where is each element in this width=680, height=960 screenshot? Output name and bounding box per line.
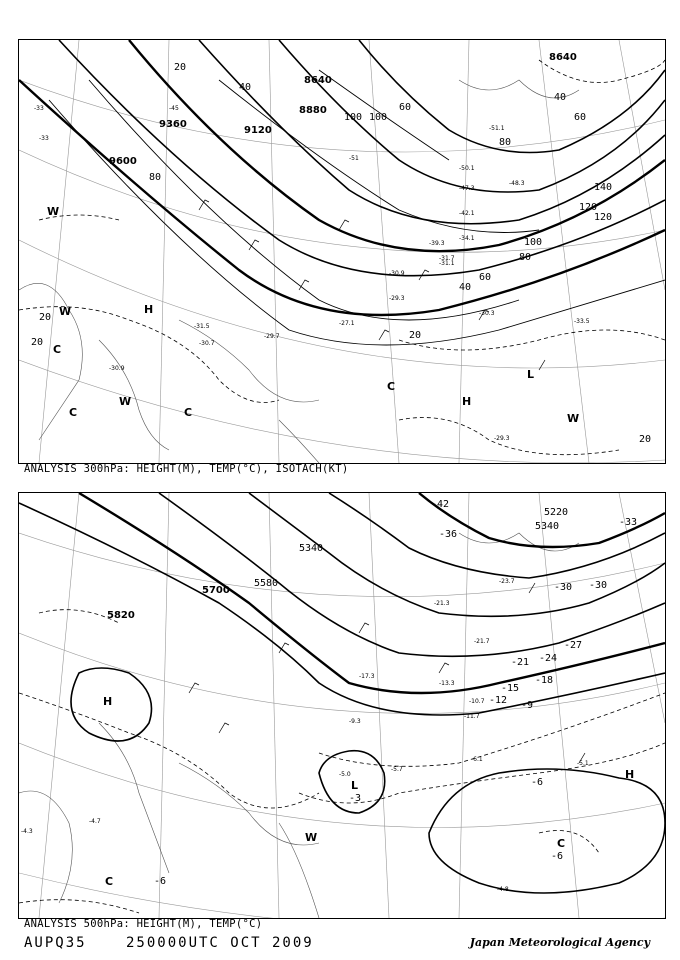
temp-label: -31.1 xyxy=(439,260,455,267)
temp-label: -30.9 xyxy=(389,270,405,277)
height-label: 9120 xyxy=(244,125,272,136)
isotherm-label: -3 xyxy=(349,793,362,804)
isotach-label: 140 xyxy=(594,182,613,193)
cold-symbol: C xyxy=(69,406,78,419)
chart-300hpa xyxy=(18,39,666,464)
wind-barbs xyxy=(189,583,585,763)
caption-500hpa: ANALYSIS 500hPa: HEIGHT(M), TEMP(°C) xyxy=(24,918,263,930)
temp-label: -48.3 xyxy=(509,180,525,187)
station-label: -13.3 xyxy=(439,680,455,687)
temp-label: -39.3 xyxy=(429,240,445,247)
isotherm-label: -36 xyxy=(439,529,458,540)
isotach-label: 60 xyxy=(574,112,587,123)
station-labels xyxy=(21,578,589,893)
isotach-label: 80 xyxy=(519,252,532,263)
high-pressure-symbol: H xyxy=(625,768,635,781)
cold-symbol: C xyxy=(557,837,566,850)
isotach-label: 80 xyxy=(149,172,162,183)
isotherm-label: -12 xyxy=(489,695,508,706)
station-label: -21.3 xyxy=(434,600,450,607)
isotach-label: 100 xyxy=(524,237,543,248)
height-labels xyxy=(107,507,568,621)
cold-symbol: C xyxy=(184,406,193,419)
isotach-label: 40 xyxy=(554,92,567,103)
cold-symbol: C xyxy=(387,380,396,393)
station-label: -23.7 xyxy=(499,578,515,585)
isotherm-label: -6 xyxy=(531,777,544,788)
isotherms xyxy=(19,610,665,913)
warm-symbol: W xyxy=(305,831,318,844)
height-label: 9600 xyxy=(109,156,137,167)
temp-label: -29.7 xyxy=(264,333,280,340)
temp-label: -33 xyxy=(34,105,44,112)
isotach-label: 20 xyxy=(31,337,44,348)
isotherms xyxy=(19,60,665,455)
isotach-label: 40 xyxy=(239,82,252,93)
height-label: 8880 xyxy=(299,105,327,116)
cold-symbol: C xyxy=(53,343,62,356)
isotach-label: 60 xyxy=(399,102,412,113)
height-label: 8640 xyxy=(549,52,577,63)
warm-symbol: W xyxy=(567,412,580,425)
isotherm-label: -24 xyxy=(539,653,558,664)
isotach-label: 20 xyxy=(409,330,422,341)
agency-name: Japan Meteorological Agency xyxy=(469,936,650,949)
high-pressure-symbol: H xyxy=(462,395,472,408)
height-label: 5580 xyxy=(254,578,279,589)
station-label: -5.1 xyxy=(577,760,589,767)
isotach-label: 20 xyxy=(39,312,52,323)
isotach-label: 100 xyxy=(369,112,388,123)
low-pressure-symbol: L xyxy=(351,779,359,792)
cold-symbol: C xyxy=(105,875,114,888)
isotherm-label: -9 xyxy=(521,700,534,711)
coastlines xyxy=(19,533,579,918)
height-label: 5700 xyxy=(202,585,230,596)
station-label: -6.1 xyxy=(471,756,483,763)
isotach-label: 20 xyxy=(174,62,187,73)
low-pressure-symbol: L xyxy=(527,368,535,381)
height-label: 5340 xyxy=(299,543,324,554)
chart-500hpa xyxy=(18,492,666,919)
height-label: 5340 xyxy=(535,521,560,532)
isotherm-label: -27 xyxy=(564,640,583,651)
caption-300hpa: ANALYSIS 300hPa: HEIGHT(M), TEMP(°C), ISOTACH(KT) xyxy=(24,463,349,475)
bulletin-time: 250000UTC OCT 2009 xyxy=(126,935,314,951)
temp-label: -34.1 xyxy=(459,235,475,242)
station-label: -5.0 xyxy=(339,771,351,778)
temp-label: -27.1 xyxy=(339,320,355,327)
isotherm-label: -6 xyxy=(551,851,564,862)
temp-label: -31.7 xyxy=(439,255,455,262)
temp-label: -50.1 xyxy=(459,165,475,172)
map-300hpa xyxy=(19,40,665,463)
pressure-system-symbols xyxy=(47,205,579,425)
isotherm-label: -30 xyxy=(589,580,608,591)
temp-label: -33.5 xyxy=(574,318,590,325)
high-pressure-symbol: H xyxy=(144,303,154,316)
isotherm-labels xyxy=(154,499,637,887)
station-label: -9.3 xyxy=(349,718,361,725)
station-label: -4.3 xyxy=(21,828,33,835)
temp-label: -42.1 xyxy=(459,210,475,217)
station-label: -10.7 xyxy=(469,698,485,705)
isotach-label: 60 xyxy=(479,272,492,283)
isotach-label: 100 xyxy=(344,112,363,123)
isotherm-label: -21 xyxy=(511,657,530,668)
isotach-label: 120 xyxy=(594,212,613,223)
station-label: -4.8 xyxy=(497,886,509,893)
station-label: -11.7 xyxy=(464,713,480,720)
high-pressure-symbol: H xyxy=(103,695,113,708)
isotherm-label: -18 xyxy=(535,675,554,686)
temp-label: -51 xyxy=(349,155,359,162)
isotherm-label: -6 xyxy=(154,876,167,887)
isotach-label: 120 xyxy=(579,202,598,213)
graticule xyxy=(19,40,665,463)
graticule xyxy=(19,493,665,918)
isotherm-label: -15 xyxy=(501,683,520,694)
temp-label: -30.3 xyxy=(479,310,495,317)
isotherm-label: -30 xyxy=(554,582,573,593)
temp-label: -51.1 xyxy=(489,125,505,132)
temp-label: -29.3 xyxy=(389,295,405,302)
isotach-label: 80 xyxy=(499,137,512,148)
isotach-label: 40 xyxy=(459,282,472,293)
height-contours xyxy=(19,493,665,715)
station-label: -21.7 xyxy=(474,638,490,645)
height-contours xyxy=(19,40,665,315)
temp-label: -45 xyxy=(169,105,179,112)
coastlines xyxy=(19,80,579,463)
height-label: 9360 xyxy=(159,119,187,130)
warm-symbol: W xyxy=(47,205,60,218)
station-label: -4.7 xyxy=(89,818,101,825)
isotherm-label: -33 xyxy=(619,517,638,528)
height-label: 5220 xyxy=(544,507,569,518)
temp-label: -33 xyxy=(39,135,49,142)
map-500hpa xyxy=(19,493,665,918)
temp-label: -31.5 xyxy=(194,323,210,330)
temp-label: -29.3 xyxy=(494,435,510,442)
station-label: -17.3 xyxy=(359,673,375,680)
isotach-label: 20 xyxy=(639,434,652,445)
height-label: 5820 xyxy=(107,610,135,621)
temp-label: -30.7 xyxy=(199,340,215,347)
warm-symbol: W xyxy=(119,395,132,408)
temp-label: -47.3 xyxy=(459,185,475,192)
warm-symbol: W xyxy=(59,305,72,318)
station-label: -5.7 xyxy=(391,766,403,773)
height-label: 8640 xyxy=(304,75,332,86)
bulletin-id: AUPQ35 xyxy=(24,935,87,951)
temp-label: -30.9 xyxy=(109,365,125,372)
isotherm-label: -42 xyxy=(431,499,450,510)
